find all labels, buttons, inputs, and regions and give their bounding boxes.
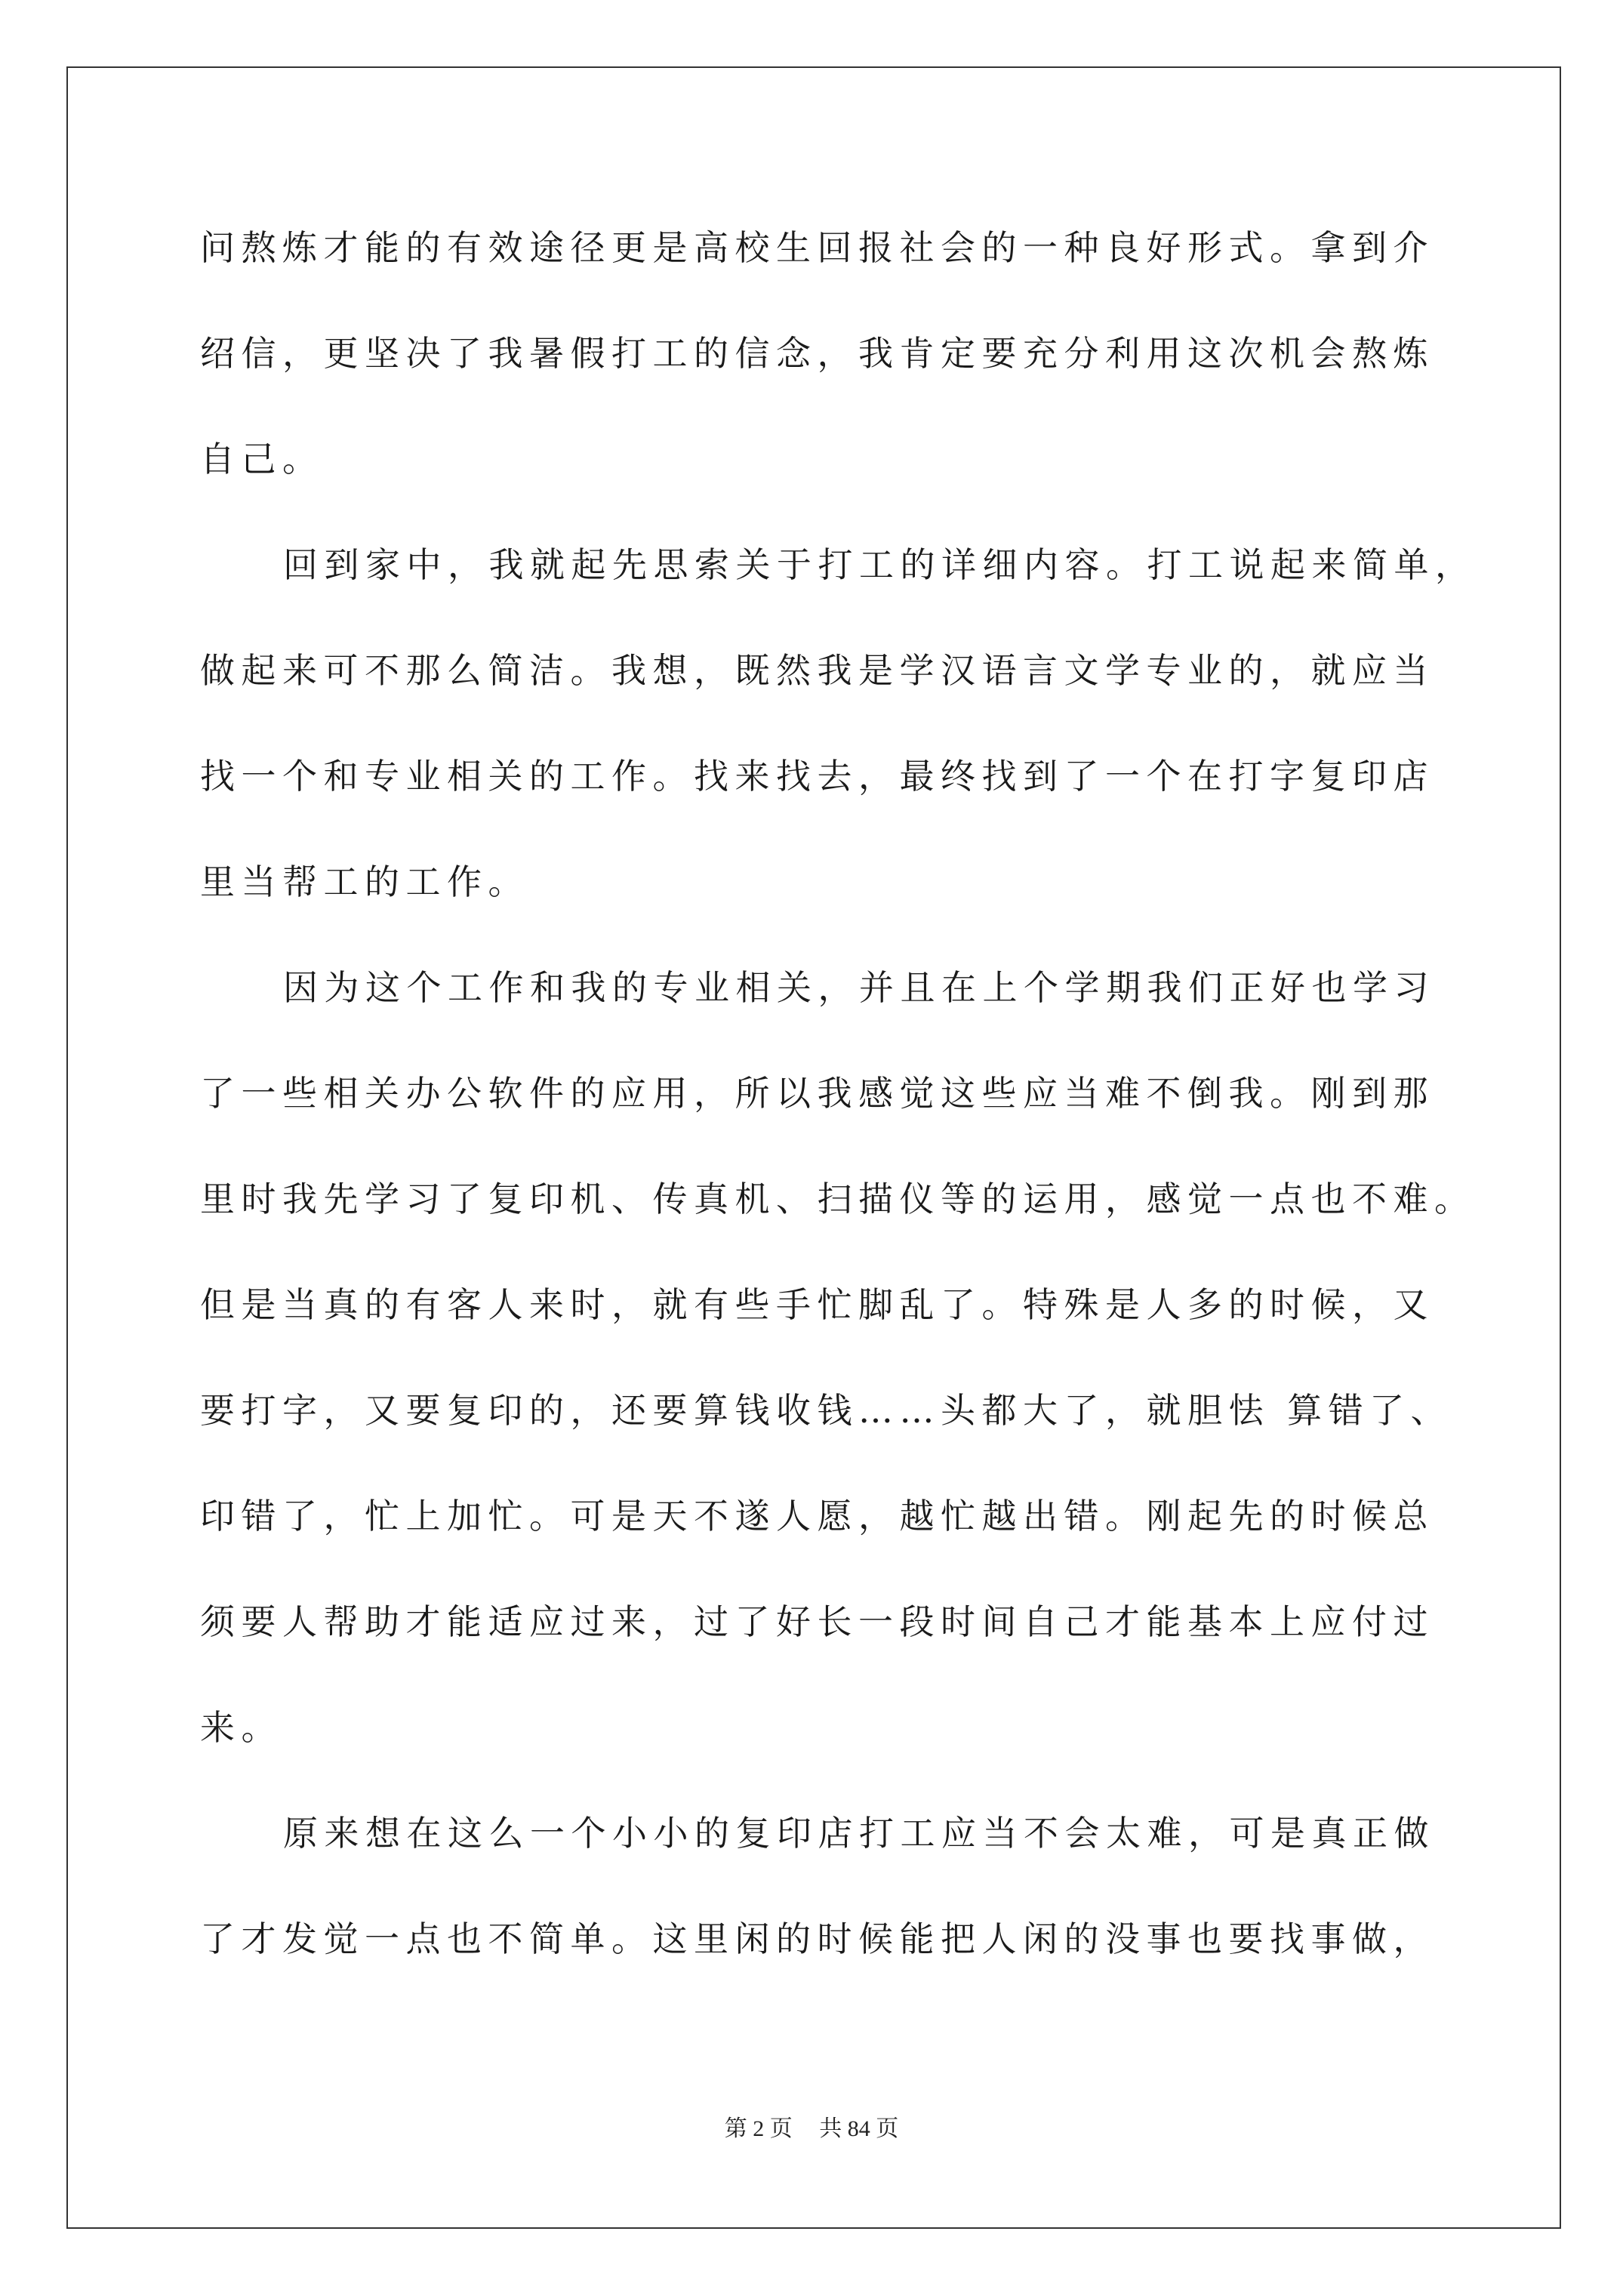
text-line: 找一个和专业相关的工作。找来找去，最终找到了一个在打字复印店 xyxy=(200,756,1434,797)
text-line: 原来想在这么一个小小的复印店打工应当不会太难，可是真正做 xyxy=(283,1813,1435,1854)
text-line: 来。 xyxy=(200,1707,282,1748)
text-line: 做起来可不那么简洁。我想，既然我是学汉语言文学专业的，就应当 xyxy=(200,650,1434,691)
text-line: 要打字，又要复印的，还要算钱收钱……头都大了，就胆怯 算错了、 xyxy=(200,1390,1452,1431)
text-line: 但是当真的有客人来时，就有些手忙脚乱了。特殊是人多的时候，又 xyxy=(200,1284,1434,1325)
text-line: 自己。 xyxy=(200,439,324,479)
text-line: 了一些相关办公软件的应用，所以我感觉这些应当难不倒我。刚到那 xyxy=(200,1073,1434,1114)
text-line: 印错了，忙上加忙。可是天不遂人愿，越忙越出错。刚起先的时候总 xyxy=(200,1496,1434,1536)
text-line: 了才发觉一点也不简单。这里闲的时候能把人闲的没事也要找事做， xyxy=(200,1918,1434,1959)
page-footer xyxy=(0,2114,1623,2144)
text-line: 须要人帮助才能适应过来，过了好长一段时间自己才能基本上应付过 xyxy=(200,1601,1434,1642)
text-line: 里当帮工的工作。 xyxy=(200,861,529,902)
page-border xyxy=(66,66,1561,2229)
text-line: 绍信，更坚决了我暑假打工的信念，我肯定要充分利用这次机会熬炼 xyxy=(200,333,1434,374)
text-line: 因为这个工作和我的专业相关，并且在上个学期我们正好也学习 xyxy=(283,967,1435,1008)
page-number: 第 2 页 xyxy=(724,2116,793,2141)
text-line: 问熬炼才能的有效途径更是高校生回报社会的一种良好形式。拿到介 xyxy=(200,227,1434,268)
page-total: 共 84 页 xyxy=(819,2116,899,2141)
text-line: 里时我先学习了复印机、传真机、扫描仪等的运用，感觉一点也不难。 xyxy=(200,1179,1476,1219)
text-line: 回到家中，我就起先思索关于打工的详细内容。打工说起来简单， xyxy=(283,544,1477,585)
